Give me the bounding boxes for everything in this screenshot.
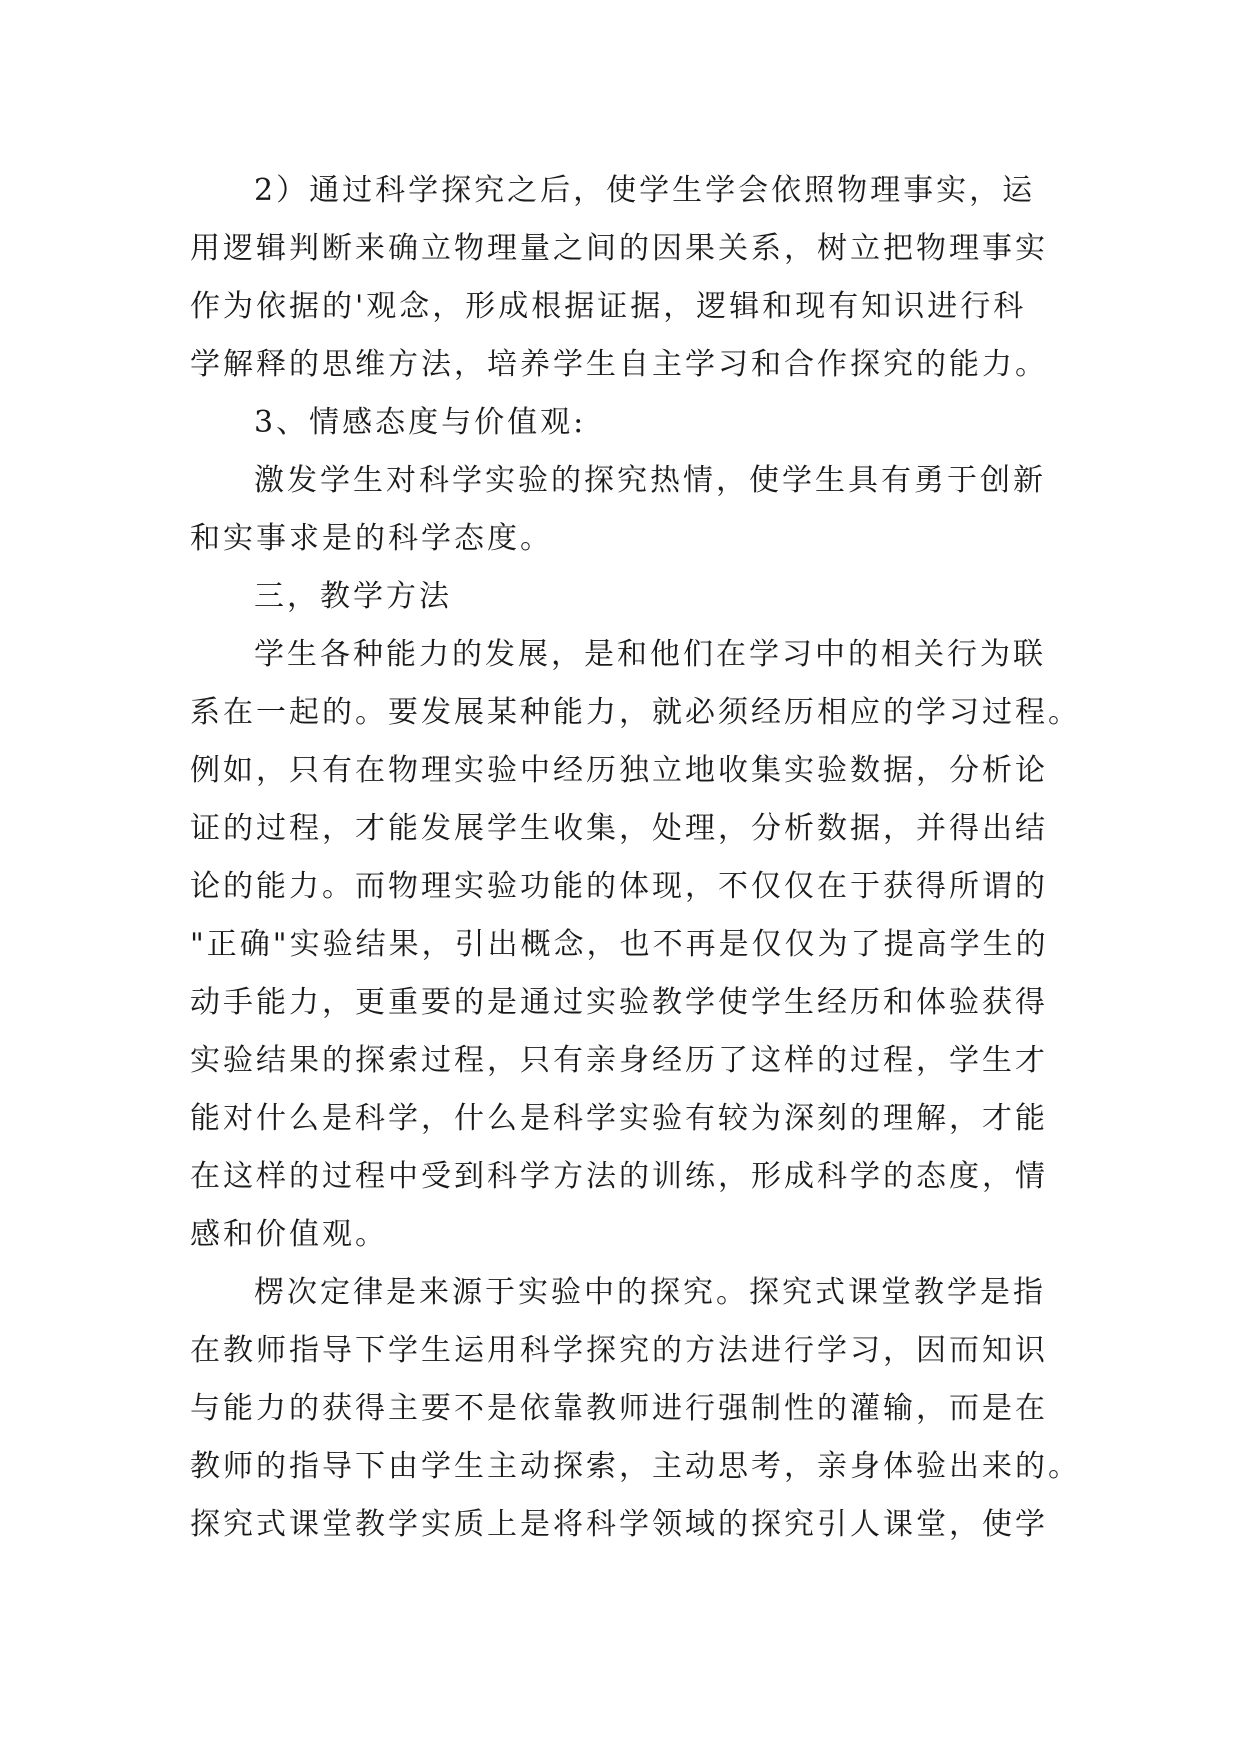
paragraph-line: 实验结果的探索过程，只有亲身经历了这样的过程，学生才 bbox=[190, 1043, 1048, 1078]
section-heading: 3、情感态度与价值观: bbox=[254, 405, 587, 440]
paragraph-line: 激发学生对科学实验的探究热情，使学生具有勇于创新 bbox=[254, 463, 1046, 498]
paragraph-line: 2）通过科学探究之后，使学生学会依照物理事实，运 bbox=[254, 173, 1036, 208]
paragraph-line: 证的过程，才能发展学生收集，处理，分析数据，并得出结 bbox=[190, 811, 1048, 846]
paragraph-line: 学解释的思维方法，培养学生自主学习和合作探究的能力。 bbox=[190, 347, 1048, 382]
paragraph-line: 学生各种能力的发展，是和他们在学习中的相关行为联 bbox=[254, 637, 1046, 672]
paragraph-line: 动手能力，更重要的是通过实验教学使学生经历和体验获得 bbox=[190, 985, 1048, 1020]
paragraph-line: 和实事求是的科学态度。 bbox=[190, 521, 553, 556]
paragraph-line: 教师的指导下由学生主动探索，主动思考，亲身体验出来的。 bbox=[190, 1449, 1081, 1484]
paragraph-line: 论的能力。而物理实验功能的体现，不仅仅在于获得所谓的 bbox=[190, 869, 1048, 904]
document-body bbox=[190, 162, 1081, 1554]
paragraph-line: 探究式课堂教学实质上是将科学领域的探究引人课堂，使学 bbox=[190, 1507, 1048, 1542]
paragraph-line: 系在一起的。要发展某种能力，就必须经历相应的学习过程。 bbox=[190, 695, 1081, 730]
paragraph-line: 在教师指导下学生运用科学探究的方法进行学习，因而知识 bbox=[190, 1333, 1048, 1368]
paragraph-line: 在这样的过程中受到科学方法的训练，形成科学的态度，情 bbox=[190, 1159, 1048, 1194]
paragraph-line: "正确"实验结果，引出概念，也不再是仅仅为了提高学生的 bbox=[190, 927, 1049, 962]
section-heading: 三，教学方法 bbox=[254, 579, 452, 614]
paragraph-line: 与能力的获得主要不是依靠教师进行强制性的灌输，而是在 bbox=[190, 1391, 1048, 1426]
paragraph-line: 能对什么是科学，什么是科学实验有较为深刻的理解，才能 bbox=[190, 1101, 1048, 1136]
paragraph-line: 楞次定律是来源于实验中的探究。探究式课堂教学是指 bbox=[254, 1275, 1046, 1310]
paragraph-line: 感和价值观。 bbox=[190, 1217, 388, 1252]
paragraph-line: 作为依据的'观念，形成根据证据，逻辑和现有知识进行科 bbox=[190, 289, 1027, 324]
paragraph-line: 用逻辑判断来确立物理量之间的因果关系，树立把物理事实 bbox=[190, 231, 1048, 266]
paragraph-line: 例如，只有在物理实验中经历独立地收集实验数据，分析论 bbox=[190, 753, 1048, 788]
